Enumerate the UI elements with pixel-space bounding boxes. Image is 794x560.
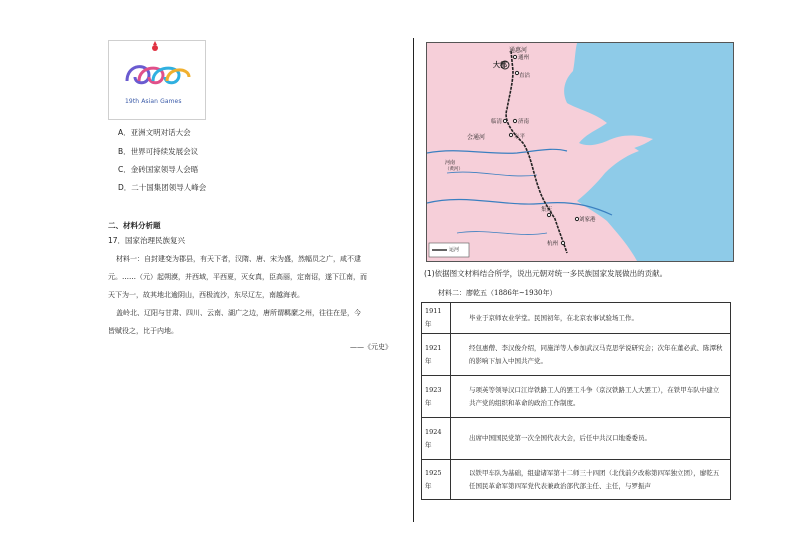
label-tonghui-canal: 通惠河	[509, 47, 528, 54]
material1-source: ——《元史》	[350, 343, 392, 351]
event-cell: 经包惠僧、李汉俊介绍，同施洋等人参加武汉马克思学说研究会；次年在董必武、陈潭秋的影响下加入中国共产党。	[451, 334, 731, 376]
event-cell: 毕业于京师农业学堂。民国初年，在北京农事试验场工作。	[451, 303, 731, 334]
label-liujiagang: 刘家港	[579, 217, 596, 223]
label-hangzhou: 杭州	[547, 241, 559, 247]
material2-title: 材料二：廖乾五（1886年~1930年）	[438, 289, 557, 297]
year-cell: 1923年	[422, 376, 451, 418]
yellow-river	[427, 149, 567, 153]
label-zhigu: 直沽	[519, 73, 531, 79]
label-tongzhou: 通州	[518, 55, 530, 61]
option-a: A．亚洲文明对话大会	[118, 128, 191, 137]
biography-table	[421, 302, 731, 500]
year-cell: 1911年	[422, 303, 451, 334]
legend-label: 运河	[449, 247, 460, 253]
asian-games-emblem-icon	[109, 41, 205, 97]
event-cell: 与项英等领导汉口江岸铁路工人的罢工斗争（京汉铁路工人大罢工），在铁甲车队中建立共产党的组织和革命的政治工作制度。	[451, 376, 731, 418]
table-row	[422, 418, 731, 460]
option-d: D．二十国集团领导人峰会	[118, 183, 207, 192]
option-b: B．世界可持续发展会议	[118, 147, 199, 156]
column-divider	[413, 38, 414, 522]
question-17-title: 17．国家治理民族复兴	[108, 236, 186, 245]
event-cell: 以铁甲车队为基础，组建诸军第十二师三十四团（北伐前夕改称第四军独立团），廖乾五任国民革命军第四军党代表兼政治部代部主任、主任，与罗振声	[451, 460, 731, 500]
label-linqing: 临清	[491, 119, 503, 125]
material1-line-4: 盖岭北、辽阳与甘肃、四川、云南、湖广之边，唐所谓羁縻之州，往往在是，今	[116, 309, 361, 317]
year-cell: 1925年	[422, 460, 451, 500]
city-tongzhou-marker	[513, 55, 516, 58]
material1-line-5: 皆赋役之，比于内地。	[108, 327, 178, 335]
label-dadu: 大都	[493, 61, 507, 69]
option-c: C．金砖国家领导人会晤	[118, 165, 199, 174]
table-row	[422, 303, 731, 334]
table-row	[422, 334, 731, 376]
label-henan: 河南	[445, 160, 456, 166]
city-jinan-marker	[513, 119, 516, 122]
year-cell: 1924年	[422, 418, 451, 460]
section-title: 二、材料分析题	[108, 221, 161, 230]
river-3	[457, 232, 547, 235]
river-2	[447, 172, 537, 176]
label-jiqing: 集庆	[541, 207, 553, 213]
question-1: (1)依据图文材料结合所学，说出元朝对统一多民族国家发展做出的贡献。	[424, 269, 668, 278]
label-henan-note: （黄河）	[445, 167, 463, 172]
yuan-canal-map	[426, 42, 734, 262]
year-cell: 1921年	[422, 334, 451, 376]
city-hangzhou-marker	[561, 241, 564, 244]
table-row	[422, 376, 731, 418]
sea-area	[564, 43, 733, 261]
label-dongping: 东平	[514, 134, 526, 140]
event-cell: 出席中国国民党第一次全国代表大会，后任中共汉口地委委员。	[451, 418, 731, 460]
material1-line-2: 元。……（元）起朔漠，并西域，平西夏，灭女真，臣高丽，定南诏，遂下江南，而	[108, 273, 367, 281]
map-graphic	[427, 43, 733, 261]
logo-caption: 19th Asian Games	[125, 98, 182, 105]
city-jiqing-marker	[547, 213, 550, 216]
asian-games-logo	[108, 40, 206, 120]
material1-line-3: 天下为一，故其地北逾阴山，西极流沙，东尽辽左，南越海表。	[108, 291, 304, 299]
label-huitong-canal: 会通河	[467, 134, 486, 141]
material1-line-1: 材料一：自封建变为郡县，有天下者，汉隋、唐、宋为盛，然幅员之广，咸不逮	[116, 255, 361, 263]
city-dongping-marker	[509, 133, 512, 136]
city-linqing-marker	[503, 119, 506, 122]
grand-canal	[506, 51, 567, 253]
label-jinan: 济南	[518, 119, 530, 125]
table-row	[422, 460, 731, 500]
